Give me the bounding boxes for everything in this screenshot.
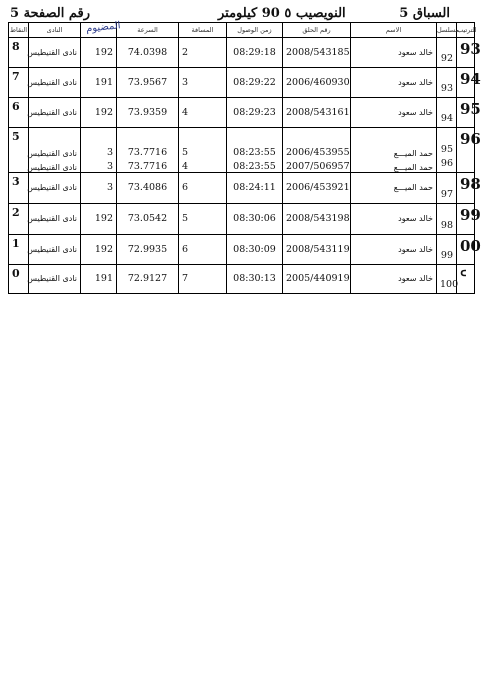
gap-cell: 5 (179, 128, 227, 158)
serial-cell: 96 (437, 158, 457, 173)
table-row (9, 128, 475, 158)
club-cell: نادى القنيطيس (29, 98, 81, 128)
arrival-time-cell: 08:23:55 (227, 158, 283, 173)
rank-cell: 95 (457, 98, 475, 128)
col-serial-header: مسلسل (437, 23, 457, 38)
ring-number-cell: 2007/506957 (283, 158, 351, 173)
points-cell: 8 (9, 38, 29, 68)
gap-cell: 5 (179, 203, 227, 234)
table-row (9, 68, 475, 98)
table-row (9, 264, 475, 293)
name-cell: خالد سعود (351, 264, 437, 293)
points-cell: 2 (9, 203, 29, 234)
number-cell: 192 (81, 38, 117, 68)
speed-cell: 74.0398 (117, 38, 179, 68)
table-row (9, 158, 475, 173)
name-cell: خالد سعود (351, 203, 437, 234)
ring-number-cell: 2008/543161 (283, 98, 351, 128)
page-number-label: رقم الصفحة 5 (10, 6, 91, 21)
table-header-row (9, 23, 475, 38)
gap-cell: 7 (179, 264, 227, 293)
points-cell: 0 (9, 264, 29, 293)
distance-label: النويصيب ٥ 90 كيلومتر (218, 6, 346, 21)
number-cell: 192 (81, 203, 117, 234)
points-cell: 6 (9, 98, 29, 128)
rank-cell: 98 (457, 172, 475, 203)
arrival-time-cell: 08:23:55 (227, 128, 283, 158)
gap-cell: 6 (179, 172, 227, 203)
arrival-time-cell: 08:29:22 (227, 68, 283, 98)
number-cell: 3 (81, 172, 117, 203)
col-speed-header: السرعة (117, 23, 179, 38)
number-cell: 192 (81, 234, 117, 264)
number-cell: 3 (81, 158, 117, 173)
club-cell: نادى القنيطيس (29, 203, 81, 234)
arrival-time-cell: 08:30:06 (227, 203, 283, 234)
arrival-time-cell: 08:30:09 (227, 234, 283, 264)
speed-cell: 73.7716 (117, 128, 179, 158)
rank-cell: 94 (457, 68, 475, 98)
club-cell: نادى القنيطيس (29, 68, 81, 98)
gap-cell: 2 (179, 38, 227, 68)
speed-cell: 73.4086 (117, 172, 179, 203)
col-name-header: الاسم (351, 23, 437, 38)
gap-cell: 4 (179, 98, 227, 128)
number-cell: 3 (81, 128, 117, 158)
speed-cell: 73.7716 (117, 158, 179, 173)
speed-cell: 73.9359 (117, 98, 179, 128)
name-cell: حمد الميـــع (351, 128, 437, 158)
serial-cell: 98 (437, 203, 457, 234)
col-ring-header: رقم الحلق (283, 23, 351, 38)
arrival-time-cell: 08:29:18 (227, 38, 283, 68)
speed-cell: 73.9567 (117, 68, 179, 98)
results-body (9, 38, 481, 294)
name-cell: خالد سعود (351, 38, 437, 68)
name-cell: حمد الميـــع (351, 158, 437, 173)
stamp: المضيوم (85, 20, 122, 35)
arrival-time-cell: 08:30:13 (227, 264, 283, 293)
club-cell: نادى القنيطيس (29, 172, 81, 203)
col-club-header: النادى (29, 23, 81, 38)
serial-cell: 97 (437, 172, 457, 203)
points-cell: 7 (9, 68, 29, 98)
speed-cell: 72.9127 (117, 264, 179, 293)
ring-number-cell: 2008/543198 (283, 203, 351, 234)
serial-cell: 93 (437, 68, 457, 98)
number-cell: 191 (81, 264, 117, 293)
table-row (9, 172, 475, 203)
table-row (9, 38, 475, 68)
ring-number-cell: 2005/440919 (283, 264, 351, 293)
rank-cell: ᑦ (457, 264, 475, 293)
col-gap-header: المسافة (179, 23, 227, 38)
points-cell: 5 (9, 128, 29, 173)
name-cell: حمد الميـــع (351, 172, 437, 203)
club-cell: نادى القنيطيس (29, 38, 81, 68)
ring-number-cell: 2006/453921 (283, 172, 351, 203)
rank-cell: 93 (457, 38, 475, 68)
table-row (9, 203, 475, 234)
gap-cell: 3 (179, 68, 227, 98)
ring-number-cell: 2008/543185 (283, 38, 351, 68)
points-cell: 1 (9, 234, 29, 264)
serial-cell: 95 (437, 128, 457, 158)
name-cell: خالد سعود (351, 98, 437, 128)
club-cell: نادى القنيطيس (29, 234, 81, 264)
table-row (9, 234, 475, 264)
name-cell: خالد سعود (351, 68, 437, 98)
ring-number-cell: 2008/543119 (283, 234, 351, 264)
serial-cell: 94 (437, 98, 457, 128)
rank-cell: 96 (457, 128, 475, 173)
points-cell: 3 (9, 172, 29, 203)
serial-cell: 99 (437, 234, 457, 264)
club-cell: نادى القنيطيس (29, 158, 81, 173)
speed-cell: 73.0542 (117, 203, 179, 234)
arrival-time-cell: 08:29:23 (227, 98, 283, 128)
gap-cell: 4 (179, 158, 227, 173)
results-table (8, 22, 481, 294)
race-label: السباق 5 (399, 6, 450, 21)
rank-cell: 99 (457, 203, 475, 234)
rank-cell: 00 (457, 234, 475, 264)
ring-number-cell: 2006/453955 (283, 128, 351, 158)
club-cell: نادى القنيطيس (29, 264, 81, 293)
arrival-time-cell: 08:24:11 (227, 172, 283, 203)
club-cell: نادى القنيطيس (29, 128, 81, 158)
col-arrival-header: زمن الوصول (227, 23, 283, 38)
name-cell: خالد سعود (351, 234, 437, 264)
ring-number-cell: 2006/460930 (283, 68, 351, 98)
number-cell: 191 (81, 68, 117, 98)
speed-cell: 72.9935 (117, 234, 179, 264)
table-row (9, 98, 475, 128)
gap-cell: 6 (179, 234, 227, 264)
col-rank-header: الترتيب (457, 23, 475, 38)
col-points-header: النقاط (9, 23, 29, 38)
serial-cell: 92 (437, 38, 457, 68)
serial-cell: 100 (437, 264, 457, 293)
number-cell: 192 (81, 98, 117, 128)
